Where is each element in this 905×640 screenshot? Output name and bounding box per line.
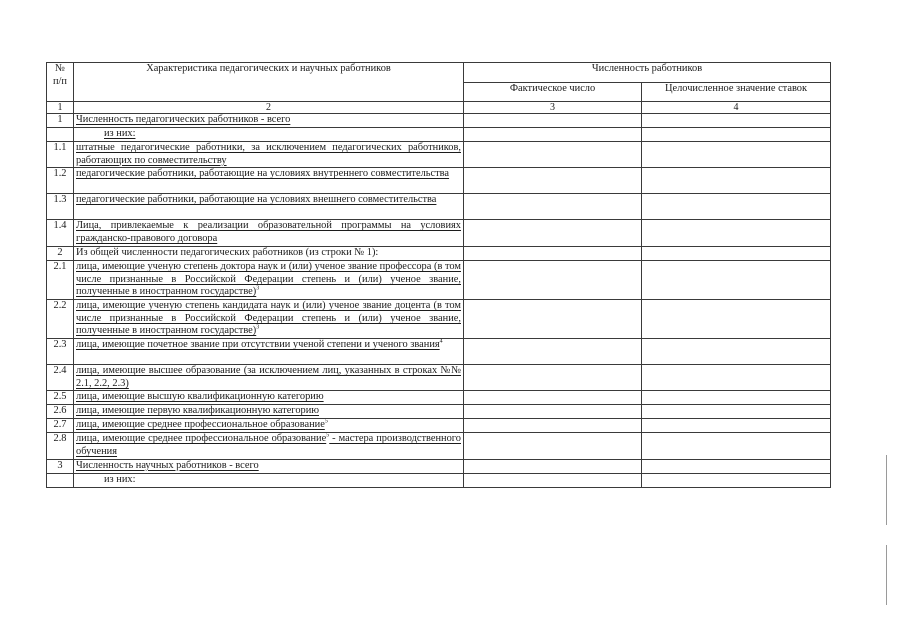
rate-value-cell[interactable] xyxy=(642,194,831,220)
table-row xyxy=(47,419,831,433)
column-index: 1 xyxy=(47,102,74,114)
row-text: лица, имеющие ученую степень кандидата наук и (или) ученое звание доцента (в том числе признанные в Российской Федерации степень и (или) ученое звание, полученные в иностранном государстве) xyxy=(76,300,461,337)
row-description xyxy=(74,391,464,405)
column-index: 3 xyxy=(464,102,642,114)
row-text-tail: - мастера производственного обучения xyxy=(76,433,461,457)
rate-value-cell[interactable] xyxy=(642,261,831,300)
actual-number-cell[interactable] xyxy=(464,194,642,220)
actual-number-cell[interactable] xyxy=(464,473,642,487)
row-number: 2.6 xyxy=(47,405,74,419)
row-number: 1.3 xyxy=(47,194,74,220)
row-sub-text: из них: xyxy=(104,128,136,139)
row-description xyxy=(74,459,464,473)
row-description xyxy=(74,194,464,220)
table-row xyxy=(47,220,831,247)
row-text: лица, имеющие почетное звание при отсутствии ученой степени и ученого звания xyxy=(76,339,440,351)
header-description: Характеристика педагогических и научных работников xyxy=(74,63,464,102)
row-description xyxy=(74,220,464,247)
row-number: 2.8 xyxy=(47,433,74,459)
row-description xyxy=(74,339,464,365)
row-text: педагогические работники, работающие на условиях внешнего совместительства xyxy=(76,194,437,206)
row-number: 1 xyxy=(47,114,74,128)
table-row xyxy=(47,142,831,168)
actual-number-cell[interactable] xyxy=(464,405,642,419)
footnote-mark: 4 xyxy=(439,338,443,345)
row-text: лица, имеющие высшее образование (за исключением лиц, указанных в строках №№ 2.1, 2.2, 2.3) xyxy=(76,365,461,389)
row-number: 3 xyxy=(47,459,74,473)
header-staff-count: Численность работников xyxy=(464,63,831,83)
actual-number-cell[interactable] xyxy=(464,142,642,168)
staff-table xyxy=(46,62,831,488)
table-row-sub xyxy=(47,128,831,142)
rate-value-cell[interactable] xyxy=(642,300,831,339)
row-number-empty xyxy=(47,473,74,487)
row-description xyxy=(74,405,464,419)
rate-value-cell[interactable] xyxy=(642,339,831,365)
row-number-empty xyxy=(47,128,74,142)
row-number: 2.1 xyxy=(47,261,74,300)
row-description xyxy=(74,433,464,459)
row-number: 2.7 xyxy=(47,419,74,433)
row-description xyxy=(74,247,464,261)
actual-number-cell[interactable] xyxy=(464,247,642,261)
column-index: 2 xyxy=(74,102,464,114)
table-row xyxy=(47,261,831,300)
row-description xyxy=(74,261,464,300)
row-text: Численность научных работников - всего xyxy=(76,459,259,471)
scan-edge-mark xyxy=(886,545,887,605)
footnote-mark: 3 xyxy=(256,285,260,292)
rate-value-cell[interactable] xyxy=(642,247,831,261)
actual-number-cell[interactable] xyxy=(464,128,642,142)
rate-value-cell[interactable] xyxy=(642,391,831,405)
row-text: лица, имеющие первую квалификационную категорию xyxy=(76,405,320,417)
footnote-mark: 5 xyxy=(324,418,328,425)
actual-number-cell[interactable] xyxy=(464,459,642,473)
row-number: 1.1 xyxy=(47,142,74,168)
rate-value-cell[interactable] xyxy=(642,128,831,142)
rate-value-cell[interactable] xyxy=(642,168,831,194)
rate-value-cell[interactable] xyxy=(642,114,831,128)
rate-value-cell[interactable] xyxy=(642,473,831,487)
table-row xyxy=(47,391,831,405)
row-sub-text: из них: xyxy=(104,473,136,485)
row-text: Лица, привлекаемые к реализации образовательной программы на условиях гражданско-правового договора xyxy=(76,220,461,244)
table-row xyxy=(47,405,831,419)
row-number: 2.5 xyxy=(47,391,74,405)
row-number: 1.2 xyxy=(47,168,74,194)
table-row xyxy=(47,300,831,339)
row-number: 2.3 xyxy=(47,339,74,365)
rate-value-cell[interactable] xyxy=(642,220,831,247)
footnote-mark: 3 xyxy=(256,324,260,331)
actual-number-cell[interactable] xyxy=(464,433,642,459)
actual-number-cell[interactable] xyxy=(464,339,642,365)
column-index-row xyxy=(47,102,831,114)
rate-value-cell[interactable] xyxy=(642,405,831,419)
actual-number-cell[interactable] xyxy=(464,261,642,300)
row-description xyxy=(74,419,464,433)
table-row xyxy=(47,459,831,473)
header-number: № п/п xyxy=(47,63,74,102)
header-actual-number: Фактическое число xyxy=(464,82,642,102)
row-description xyxy=(74,114,464,128)
row-description xyxy=(74,365,464,391)
scan-edge-mark xyxy=(886,455,887,525)
row-text: Из общей численности педагогических работников (из строки № 1): xyxy=(76,247,379,259)
table-row xyxy=(47,194,831,220)
header-rate-value: Целочисленное значение ставок xyxy=(642,82,831,102)
row-subheading xyxy=(74,128,464,142)
row-number: 1.4 xyxy=(47,220,74,247)
row-text: лица, имеющие среднее профессиональное образование xyxy=(76,433,327,445)
table-row xyxy=(47,339,831,365)
row-text: штатные педагогические работники, за исключением педагогических работников, работающих по совместительству xyxy=(76,142,461,166)
table-row xyxy=(47,433,831,459)
footnote-mark: 5 xyxy=(326,432,330,439)
row-text: лица, имеющие ученую степень доктора наук и (или) ученое звание профессора (в том числе признанные в Российской Федерации степень и (или) ученое звание, полученные в иностранном государстве) xyxy=(76,261,461,298)
table-row xyxy=(47,168,831,194)
row-number: 2.2 xyxy=(47,300,74,339)
table-row xyxy=(47,114,831,128)
actual-number-cell[interactable] xyxy=(464,419,642,433)
row-number: 2 xyxy=(47,247,74,261)
actual-number-cell[interactable] xyxy=(464,168,642,194)
column-index: 4 xyxy=(642,102,831,114)
actual-number-cell[interactable] xyxy=(464,220,642,247)
row-subheading xyxy=(74,473,464,487)
rate-value-cell[interactable] xyxy=(642,459,831,473)
row-text: педагогические работники, работающие на условиях внутреннего совместительства xyxy=(76,168,450,180)
row-text: лица, имеющие высшую квалификационную категорию xyxy=(76,391,324,403)
rate-value-cell[interactable] xyxy=(642,433,831,459)
table-row-sub xyxy=(47,473,831,487)
actual-number-cell[interactable] xyxy=(464,114,642,128)
rate-value-cell[interactable] xyxy=(642,142,831,168)
row-description xyxy=(74,168,464,194)
rate-value-cell[interactable] xyxy=(642,419,831,433)
row-text: лица, имеющие среднее профессиональное образование xyxy=(76,419,325,431)
table-row xyxy=(47,365,831,391)
row-number: 2.4 xyxy=(47,365,74,391)
table-row xyxy=(47,247,831,261)
actual-number-cell[interactable] xyxy=(464,391,642,405)
row-description xyxy=(74,142,464,168)
rate-value-cell[interactable] xyxy=(642,365,831,391)
row-text: Численность педагогических работников - всего xyxy=(76,114,291,125)
actual-number-cell[interactable] xyxy=(464,365,642,391)
row-description xyxy=(74,300,464,339)
actual-number-cell[interactable] xyxy=(464,300,642,339)
